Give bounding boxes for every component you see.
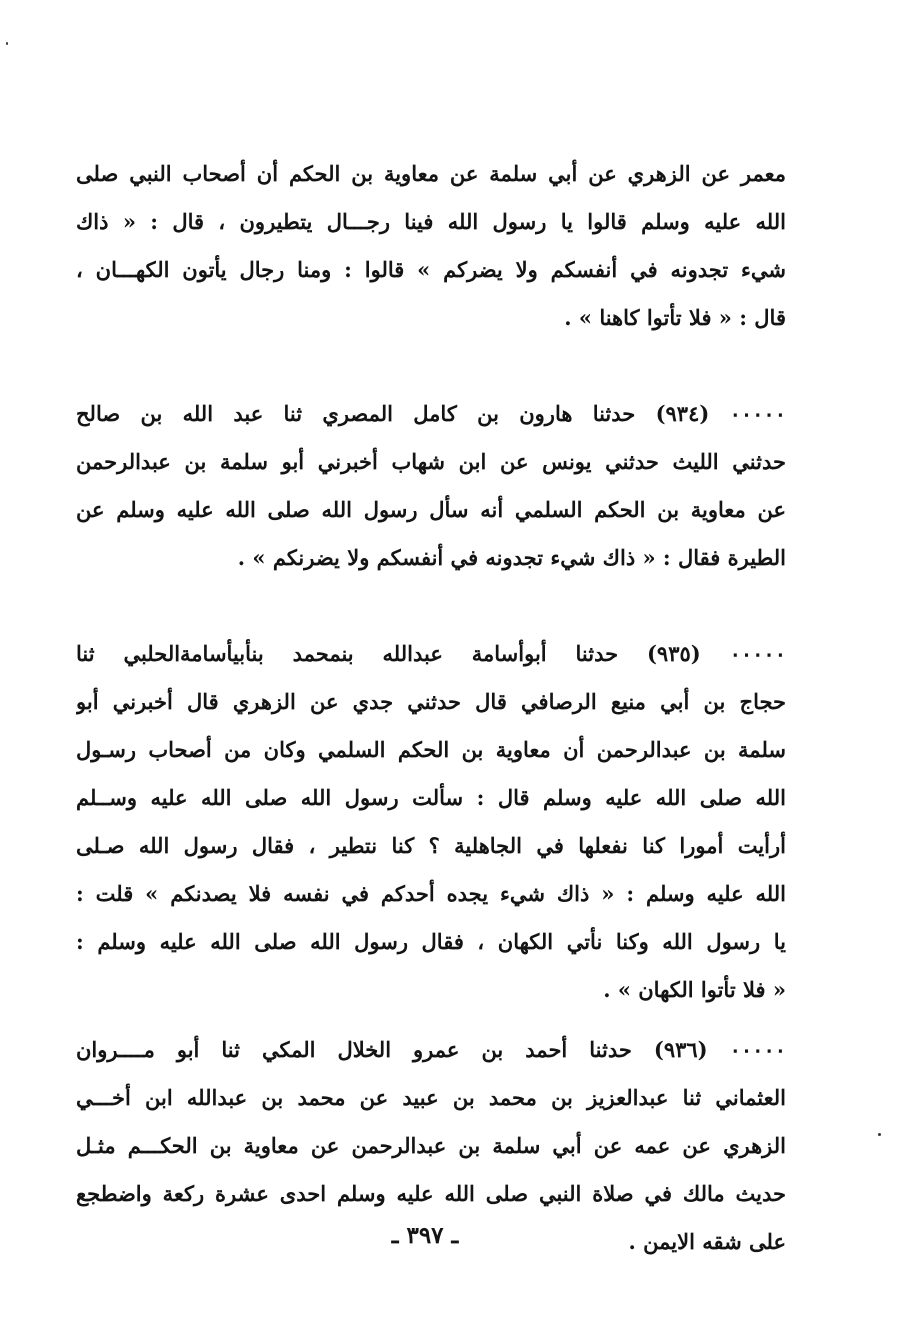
text-line: « فلا تأتوا الكهان » . <box>603 977 786 1002</box>
text-line: ٠٠٠٠٠ (٩٣٦) حدثنا أحمد بن عمرو الخلال المكي ثنا أبو مــــروان <box>76 1037 786 1062</box>
text-line: الطيرة فقال : « ذاك شيء تجدونه في أنفسكم ولا يضرنكم » . <box>237 545 786 570</box>
text-line: قال : « فلا تأتوا كاهنا » . <box>564 305 786 330</box>
text-line: حجاج بن أبي منيع الرصافي قال حدثني جدي عن الزهري قال أخبرني أبو <box>76 689 786 714</box>
text-line: العثماني ثنا عبدالعزيز بن محمد بن عبيد عن محمد بن عبدالله ابن أخـــي <box>76 1085 786 1110</box>
text-line: شيء تجدونه في أنفسكم ولا يضركم » قالوا : ومنا رجال يأتون الكهـــان ، <box>76 257 786 282</box>
text-line: معمر عن الزهري عن أبي سلمة عن معاوية بن الحكم أن أصحاب النبي صلى <box>76 161 786 186</box>
text-line: الله عليه وسلم : « ذاك شيء يجده أحدكم في نفسه فلا يصدنكم » قلت : <box>76 881 786 906</box>
text-line: سلمة بن عبدالرحمن أن معاوية بن الحكم السلمي وكان من أصحاب رسـول <box>76 737 786 762</box>
hadith-935 <box>76 630 786 1014</box>
page-body <box>76 150 786 1266</box>
scan-speck <box>878 1133 881 1136</box>
paragraph-continuation <box>76 150 786 342</box>
text-line: ٠٠٠٠٠ (٩٣٤) حدثنا هارون بن كامل المصري ثنا عبد الله بن صالح <box>76 401 786 426</box>
text-line: يا رسول الله وكنا نأتي الكهان ، فقال رسول الله صلى الله عليه وسلم : <box>76 929 786 954</box>
text-line: أرأيت أمورا كنا نفعلها في الجاهلية ؟ كنا نتطير ، فقال رسول الله صـلى <box>76 833 786 858</box>
text-line: على شقه الايمن . <box>628 1229 786 1254</box>
text-line: حدثني الليث حدثني يونس عن ابن شهاب أخبرني أبو سلمة بن عبدالرحمن <box>76 449 786 474</box>
text-line: الله عليه وسلم قالوا يا رسول الله فينا رجـــال يتطيرون ، قال : « ذاك <box>76 209 786 234</box>
hadith-934 <box>76 390 786 582</box>
text-line: الله صلى الله عليه وسلم قال : سألت رسول الله صلى الله عليه وســلم <box>76 785 786 810</box>
scan-speck <box>6 42 8 45</box>
text-line: حديث مالك في صلاة النبي صلى الله عليه وسلم احدى عشرة ركعة واضطجع <box>76 1181 786 1206</box>
page-number: ـ ٣٩٧ ـ <box>391 1222 459 1249</box>
text-line: الزهري عن عمه عن أبي سلمة بن عبدالرحمن عن معاوية بن الحكـــم مثـل <box>76 1133 786 1158</box>
text-line: ٠٠٠٠٠ (٩٣٥) حدثنا أبوأسامة عبدالله بنمحمد بنأبيأسامةالحلبي ثنا <box>76 641 786 666</box>
text-line: عن معاوية بن الحكم السلمي أنه سأل رسول الله صلى الله عليه وسلم عن <box>76 497 786 522</box>
